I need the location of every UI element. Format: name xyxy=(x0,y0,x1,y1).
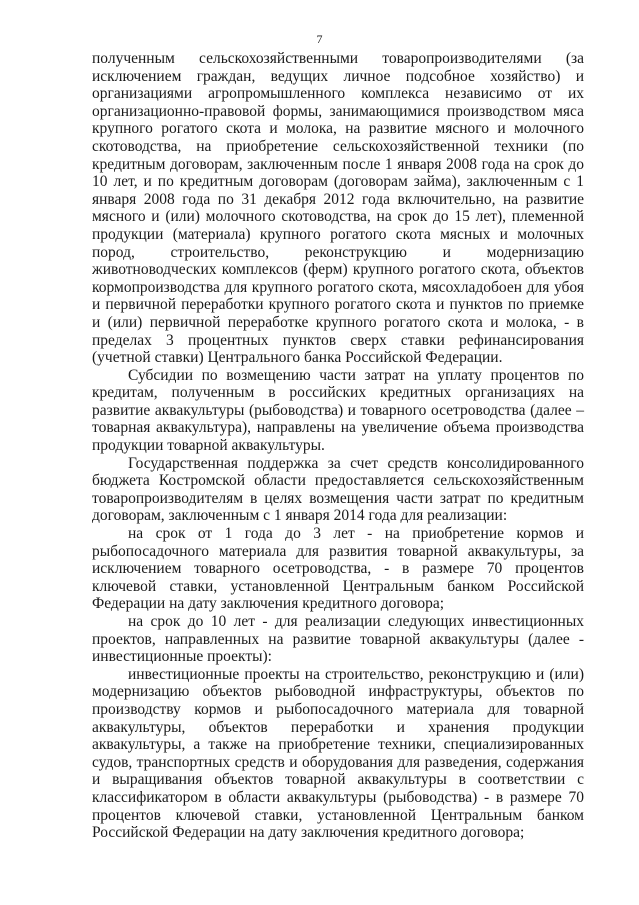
paragraph-3: Государственная поддержка за счет средств консолидированного бюджета Костромской области предоставляется сельскохозяйственным товаропроизводителям в целях возмещения части затрат по кредитным договорам, заключенным с 1 января 2014 года для реализации: xyxy=(92,454,584,525)
paragraph-1: полученным сельскохозяйственными товаропроизводителями (за исключением граждан, ведущих личное подсобное хозяйство) и организациями агропромышленного комплекса независимо от их организационно-правовой формы, занимающимися производством мяса крупного рогатого скота и молока, на развитие мясного и молочного скотоводства, на приобретение сельскохозяйственной техники (по кредитным договорам, заключенным после 1 января 2008 года на срок до 10 лет, и по кредитным договорам (договорам займа), заключенным с 1 января 2008 года по 31 декабря 2012 года включительно, на развитие мясного и (или) молочного скотоводства, на срок до 15 лет), племенной продукции (материала) крупного рогатого скота мясных и молочных пород, строительство, реконструкцию и модернизацию животноводческих комплексов (ферм) крупного рогатого скота, объектов кормопроизводства для крупного рогатого скота, мясохладобоен для убоя и первичной переработки крупного рогатого скота и пунктов по приемке и (или) первичной переработке крупного рогатого скота и молока, - в пределах 3 процентных пунктов сверх ставки рефинансирования (учетной ставки) Центрального банка Российской Федерации. xyxy=(92,50,584,367)
paragraph-2: Субсидии по возмещению части затрат на уплату процентов по кредитам, полученным в российских кредитных организациях на развитие аквакультуры (рыбоводства) и товарного осетроводства (далее – товарная аквакультура), направлены на увеличение объема производства продукции товарной аквакультуры. xyxy=(92,366,584,455)
paragraph-5: на срок до 10 лет - для реализации следующих инвестиционных проектов, направленных на развитие товарной аквакультуры (далее - инвестиционные проекты): xyxy=(92,613,584,666)
paragraph-4: на срок от 1 года до 3 лет - на приобретение кормов и рыбопосадочного материала для развития товарной аквакультуры, за исключением товарного осетроводства, - в размере 70 процентов ключевой ставки, установленной Центральным банком Российской Федерации на дату заключения кредитного договора; xyxy=(92,525,584,613)
paragraph-6: инвестиционные проекты на строительство, реконструкцию и (или) модернизацию объектов рыбоводной инфраструктуры, объектов по производству кормов и рыбопосадочного материала для товарной аквакультуры, объектов переработки и хранения продукции аквакультуры, а также на приобретение техники, специализированных судов, транспортных средств и оборудования для разведения, содержания и выращивания объектов товарной аквакультуры в соответствии с классификатором в области аквакультуры (рыбоводства) - в размере 70 процентов ключевой ставки, установленной Центральным банком Российской Федерации на дату заключения кредитного договора; xyxy=(92,665,584,842)
document-body xyxy=(92,50,584,842)
page-number: 7 xyxy=(316,32,323,46)
